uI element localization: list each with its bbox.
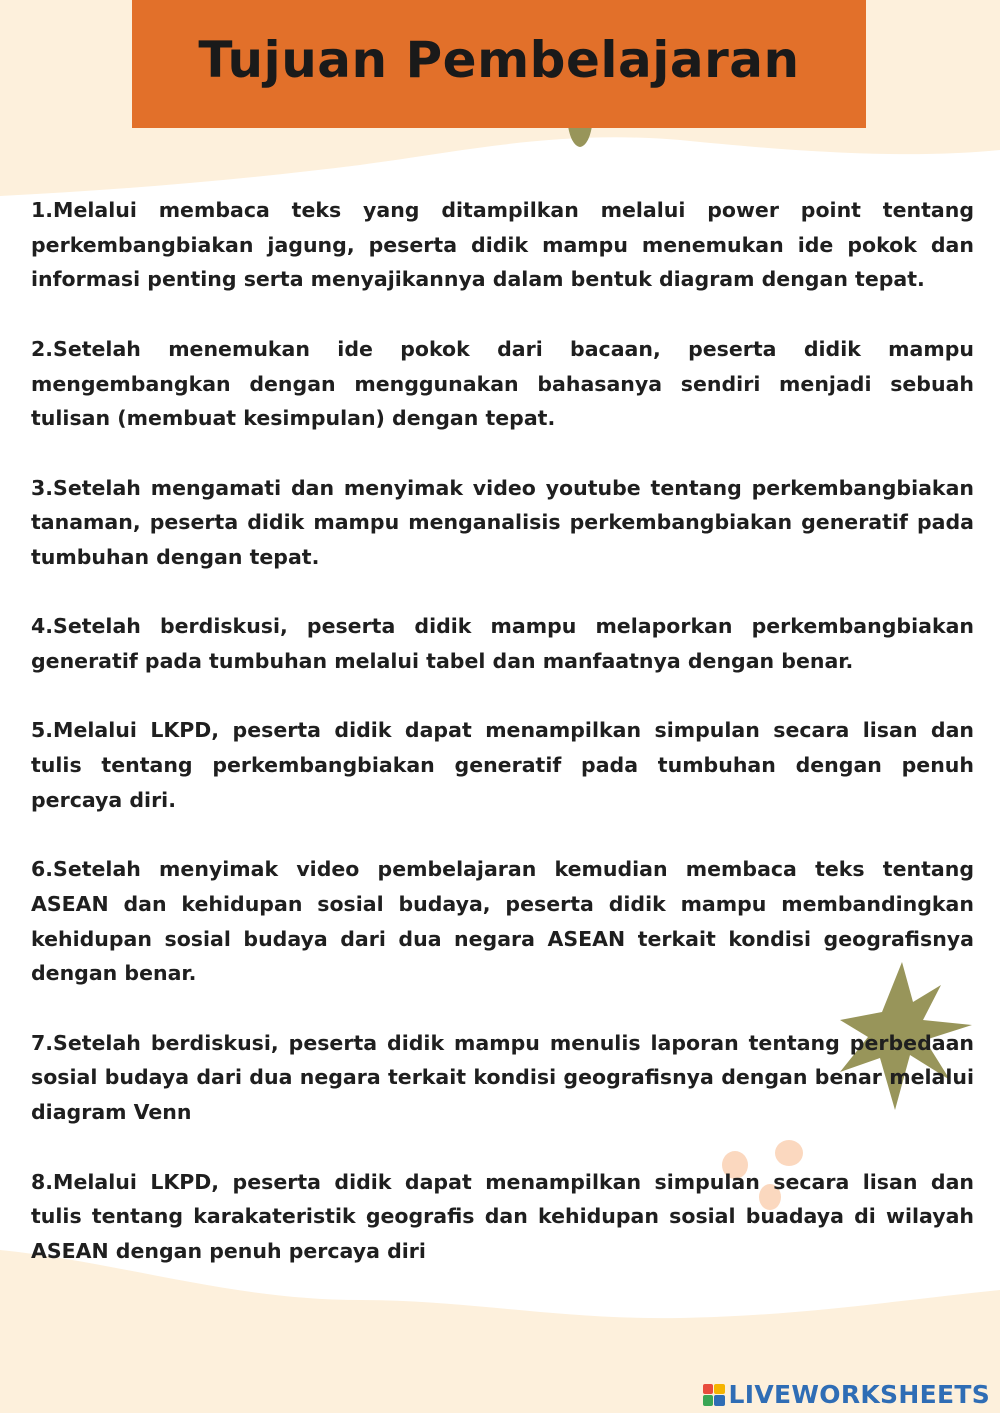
liveworksheets-logo-icon [703, 1384, 725, 1406]
objective-item: 5.Melalui LKPD, peserta didik dapat menampilkan simpulan secara lisan dan tulis tentang perkembangbiakan generatif pada tumbuhan dengan penuh percaya diri. [31, 718, 974, 812]
leaf-drop-icon [568, 126, 592, 147]
title-banner [132, 0, 866, 128]
objective-item: 4.Setelah berdiskusi, peserta didik mampu melaporkan perkembangbiakan generatif pada tumbuhan melalui tabel dan manfaatnya dengan benar. [31, 614, 974, 674]
liveworksheets-watermark [703, 1380, 990, 1409]
watermark-text: LIVEWORKSHEETS [728, 1380, 990, 1409]
objective-item: 8.Melalui LKPD, peserta didik dapat menampilkan simpulan secara lisan dan tulis tentang karakateristik geografis dan kehidupan sosial buadaya di wilayah ASEAN dengan penuh percaya diri [31, 1169, 974, 1263]
objective-item: 3.Setelah mengamati dan menyimak video youtube tentang perkembangbiakan tanaman, peserta didik mampu menganalisis perkembangbiakan generatif pada tumbuhan dengan tepat. [31, 475, 974, 569]
objective-item: 2.Setelah menemukan ide pokok dari bacaan, peserta didik mampu mengembangkan dengan menggunakan bahasanya sendiri menjadi sebuah tulisan (membuat kesimpulan) dengan tepat. [31, 336, 974, 431]
objective-item: 6.Setelah menyimak video pembelajaran kemudian membaca teks tentang ASEAN dan kehidupan sosial budaya, peserta didik mampu membandingkan kehidupan sosial budaya dari dua negara ASEAN terkait kondisi geografisnya dengan benar. [31, 857, 974, 986]
objective-item: 1.Melalui membaca teks yang ditampilkan melalui power point tentang perkembangbiakan jagung, peserta didik mampu menemukan ide pokok dan informasi penting serta menyajikannya dalam bentuk diagram dengan tepat. [31, 198, 974, 292]
objectives-list [31, 193, 974, 1303]
page-title: Tujuan Pembelajaran [198, 31, 800, 89]
objective-item: 7.Setelah berdiskusi, peserta didik mampu menulis laporan tentang perbedaan sosial budaya dari dua negara terkait kondisi geografisnya dengan benar melalui diagram Venn [31, 1030, 974, 1125]
